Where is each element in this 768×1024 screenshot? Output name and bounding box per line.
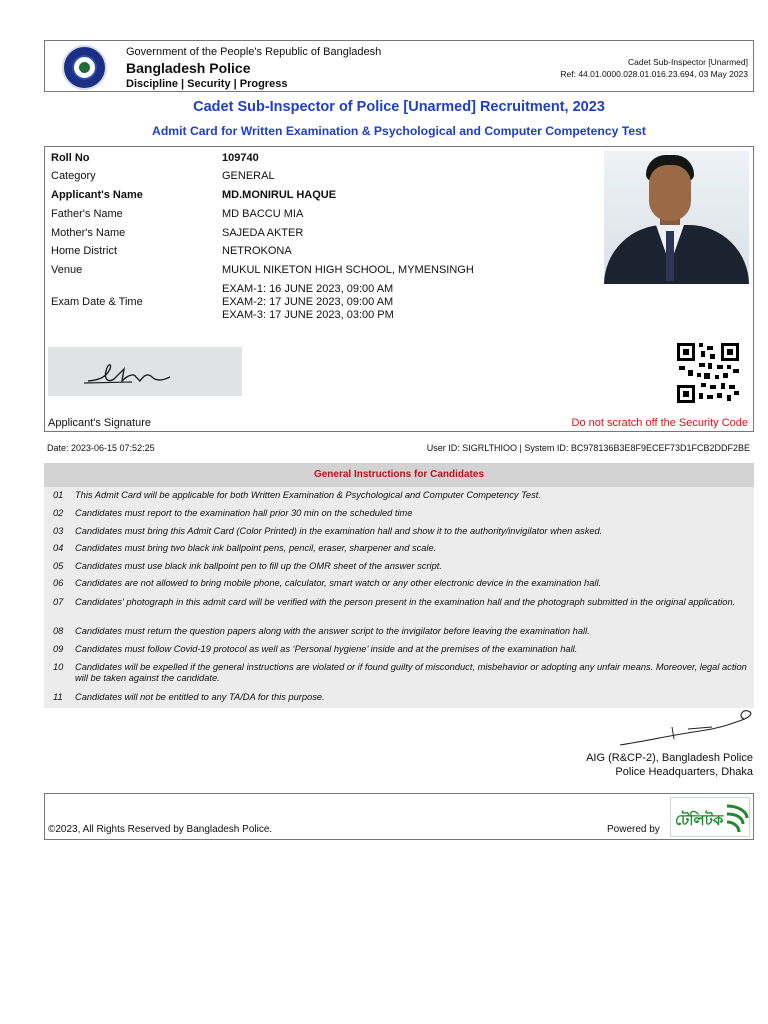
instruction-text: Candidates are not allowed to bring mobile phone, calculator, smart watch or any other electronic device in the examination hall. (75, 578, 602, 588)
instruction-text: Candidates must return the question papers along with the answer script to the invigilator before leaving the examination hall. (75, 626, 590, 636)
instruction-number: 06 (53, 578, 64, 588)
roll-value: 109740 (222, 152, 259, 164)
instruction-text: Candidates' photograph in this admit card will be verified with the person present in the examination hall and the photograph submitted in the original application. (75, 597, 736, 607)
category-value: GENERAL (222, 170, 275, 182)
exam-date-label: Exam Date & Time (51, 296, 143, 308)
category-label: Category (51, 170, 96, 182)
instruction-text: Candidates will be expelled if the general instructions are violated or if found guilty of misconduct, misbehavior or adopting any unfair means. Moreover, legal action will be taken against the candidate. (75, 662, 747, 683)
father-name-label: Father's Name (51, 208, 123, 220)
home-district-label: Home District (51, 245, 118, 257)
applicant-signature-image (48, 347, 242, 396)
powered-by-label: Powered by (607, 824, 660, 835)
instruction-number: 09 (53, 644, 64, 654)
organization-name: Bangladesh Police (126, 60, 251, 76)
instruction-number: 02 (53, 508, 64, 518)
exam-1-line: EXAM-1: 16 JUNE 2023, 09:00 AM (222, 283, 394, 295)
applicant-name-label: Applicant's Name (51, 189, 143, 201)
instruction-number: 05 (53, 561, 64, 571)
instruction-number: 11 (53, 692, 63, 702)
reference-title: Cadet Sub-Inspector [Unarmed] (627, 57, 748, 67)
instruction-number: 03 (53, 526, 64, 536)
venue-label: Venue (51, 264, 83, 276)
venue-value: MUKUL NIKETON HIGH SCHOOL, MYMENSINGH (222, 264, 474, 276)
instruction-text: Candidates must bring this Admit Card (Color Printed) in the examination hall and show it to the authority/invigilator when asked. (75, 526, 603, 536)
teletalk-logo-icon (670, 797, 750, 837)
admit-card-subtitle: Admit Card for Written Examination & Psychological and Computer Competency Test (152, 124, 646, 138)
instruction-number: 08 (53, 626, 64, 636)
applicant-name-value: MD.MONIRUL HAQUE (222, 189, 337, 201)
instructions-heading: General Instructions for Candidates (44, 463, 754, 487)
exam-2-line: EXAM-2: 17 JUNE 2023, 09:00 AM (222, 296, 394, 308)
recruitment-title: Cadet Sub-Inspector of Police [Unarmed] Recruitment, 2023 (193, 99, 605, 115)
instruction-text: Candidates must follow Covid-19 protocol as well as ‘Personal hygiene’ inside and at the premises of the examination hall. (75, 644, 578, 654)
instruction-text: This Admit Card will be applicable for both Written Examination & Psychological and Computer Competency Test. (75, 490, 541, 500)
exam-schedule (222, 283, 394, 322)
instruction-text: Candidates must bring two black ink ballpoint pens, pencil, eraser, sharpener and scale. (75, 543, 437, 553)
instruction-number: 10 (53, 662, 64, 672)
authority-title: AIG (R&CP-2), Bangladesh Police (586, 752, 753, 764)
teletalk-logo-text: টেলিটক (675, 811, 724, 829)
government-line: Government of the People's Republic of Bangladesh (126, 46, 382, 58)
page-footer (44, 793, 754, 840)
instructions-list (44, 487, 754, 708)
roll-label: Roll No (51, 152, 90, 164)
instruction-number: 07 (53, 597, 64, 607)
mother-name-label: Mother's Name (51, 227, 126, 239)
applicant-signature-label: Applicant's Signature (48, 417, 151, 429)
organization-motto: Discipline | Security | Progress (126, 78, 288, 90)
father-name-value: MD BACCU MIA (222, 208, 304, 220)
authority-signature-image (616, 705, 756, 751)
security-qr-code-icon (677, 343, 739, 403)
police-emblem-icon (62, 45, 107, 90)
home-district-value: NETROKONA (222, 245, 292, 257)
instruction-number: 01 (53, 490, 64, 500)
user-system-ids: User ID: SIGRLTHIOO | System ID: BC978136B3E8F9ECEF73D1FCB2DDF2BE (426, 443, 750, 453)
instruction-text: Candidates must use black ink ballpoint pen to fill up the OMR sheet of the answer script. (75, 561, 442, 571)
print-date: Date: 2023-06-15 07:52:25 (47, 443, 155, 453)
mother-name-value: SAJEDA AKTER (222, 227, 304, 239)
authority-office: Police Headquarters, Dhaka (615, 766, 753, 778)
admit-card-header (44, 40, 754, 92)
security-code-warning: Do not scratch off the Security Code (571, 417, 748, 429)
exam-3-line: EXAM-3: 17 JUNE 2023, 03:00 PM (222, 309, 394, 321)
copyright-text: ©2023, All Rights Reserved by Bangladesh Police. (48, 824, 273, 835)
instruction-number: 04 (53, 543, 64, 553)
reference-number: Ref: 44.01.0000.028.01.016.23.694, 03 May 2023 (560, 69, 748, 79)
applicant-photo (604, 151, 749, 284)
instruction-text: Candidates must report to the examination hall prior 30 min on the scheduled time (75, 508, 413, 518)
candidate-info-box (44, 146, 754, 432)
instruction-text: Candidates will not be entitled to any TA/DA for this purpose. (75, 692, 325, 702)
